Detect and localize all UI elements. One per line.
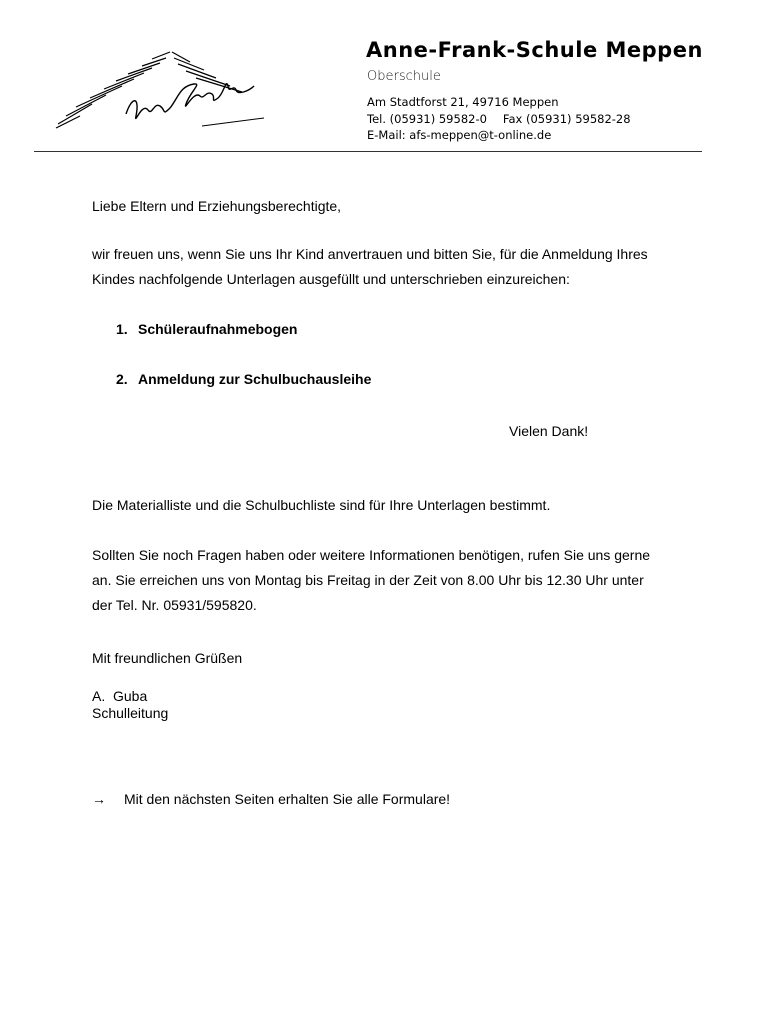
salutation: Liebe Eltern und Erziehungsberechtigte, — [92, 198, 342, 214]
list-item-label: Anmeldung zur Schulbuchausleihe — [138, 371, 372, 387]
header-divider — [34, 151, 702, 152]
footer-note — [92, 787, 450, 812]
list-item-number: 2. — [116, 371, 128, 387]
list-item-number: 1. — [116, 321, 128, 337]
intro-line: wir freuen uns, wenn Sie uns Ihr Kind anvertrauen und bitten Sie, für die Anmeldung Ihres — [92, 246, 648, 262]
questions-line: Sollten Sie noch Fragen haben oder weitere Informationen benötigen, rufen Sie uns gerne — [92, 547, 651, 563]
questions-line: der Tel. Nr. 05931/595820. — [92, 597, 257, 613]
questions-line: an. Sie erreichen uns von Montag bis Freitag in der Zeit von 8.00 Uhr bis 12.30 Uhr unter — [92, 572, 644, 588]
signer-role: Schulleitung — [92, 705, 169, 721]
phone: Tel. (05931) 59582-0 — [367, 111, 487, 126]
school-logo — [52, 46, 292, 138]
address: Am Stadtforst 21, 49716 Meppen — [367, 95, 559, 109]
list-item-label: Schüleraufnahmebogen — [138, 321, 298, 337]
materials-note: Die Materialliste und die Schulbuchliste sind für Ihre Unterlagen bestimmt. — [92, 497, 551, 513]
fax: Fax (05931) 59582-28 — [502, 111, 631, 126]
footer-note-text: Mit den nächsten Seiten erhalten Sie alle Formulare! — [124, 791, 451, 807]
contact-block — [367, 94, 631, 144]
right-arrow-icon: → — [92, 791, 106, 807]
email: E-Mail: afs-meppen@t-online.de — [367, 128, 552, 142]
signature-block — [92, 688, 168, 722]
signer-name: A. Guba — [92, 688, 148, 704]
school-name: Anne-Frank-Schule Meppen — [366, 38, 703, 62]
thanks-note: Vielen Dank! — [509, 423, 589, 439]
closing: Mit freundlichen Grüßen — [92, 650, 243, 666]
questions-paragraph — [92, 543, 650, 618]
school-type: Oberschule — [367, 69, 441, 84]
list-item — [116, 371, 371, 387]
intro-paragraph — [92, 242, 648, 292]
phone-fax-line — [367, 111, 631, 128]
list-item — [116, 321, 297, 337]
intro-line: Kindes nachfolgende Unterlagen ausgefüllt und unterschrieben einzureichen: — [92, 271, 570, 287]
